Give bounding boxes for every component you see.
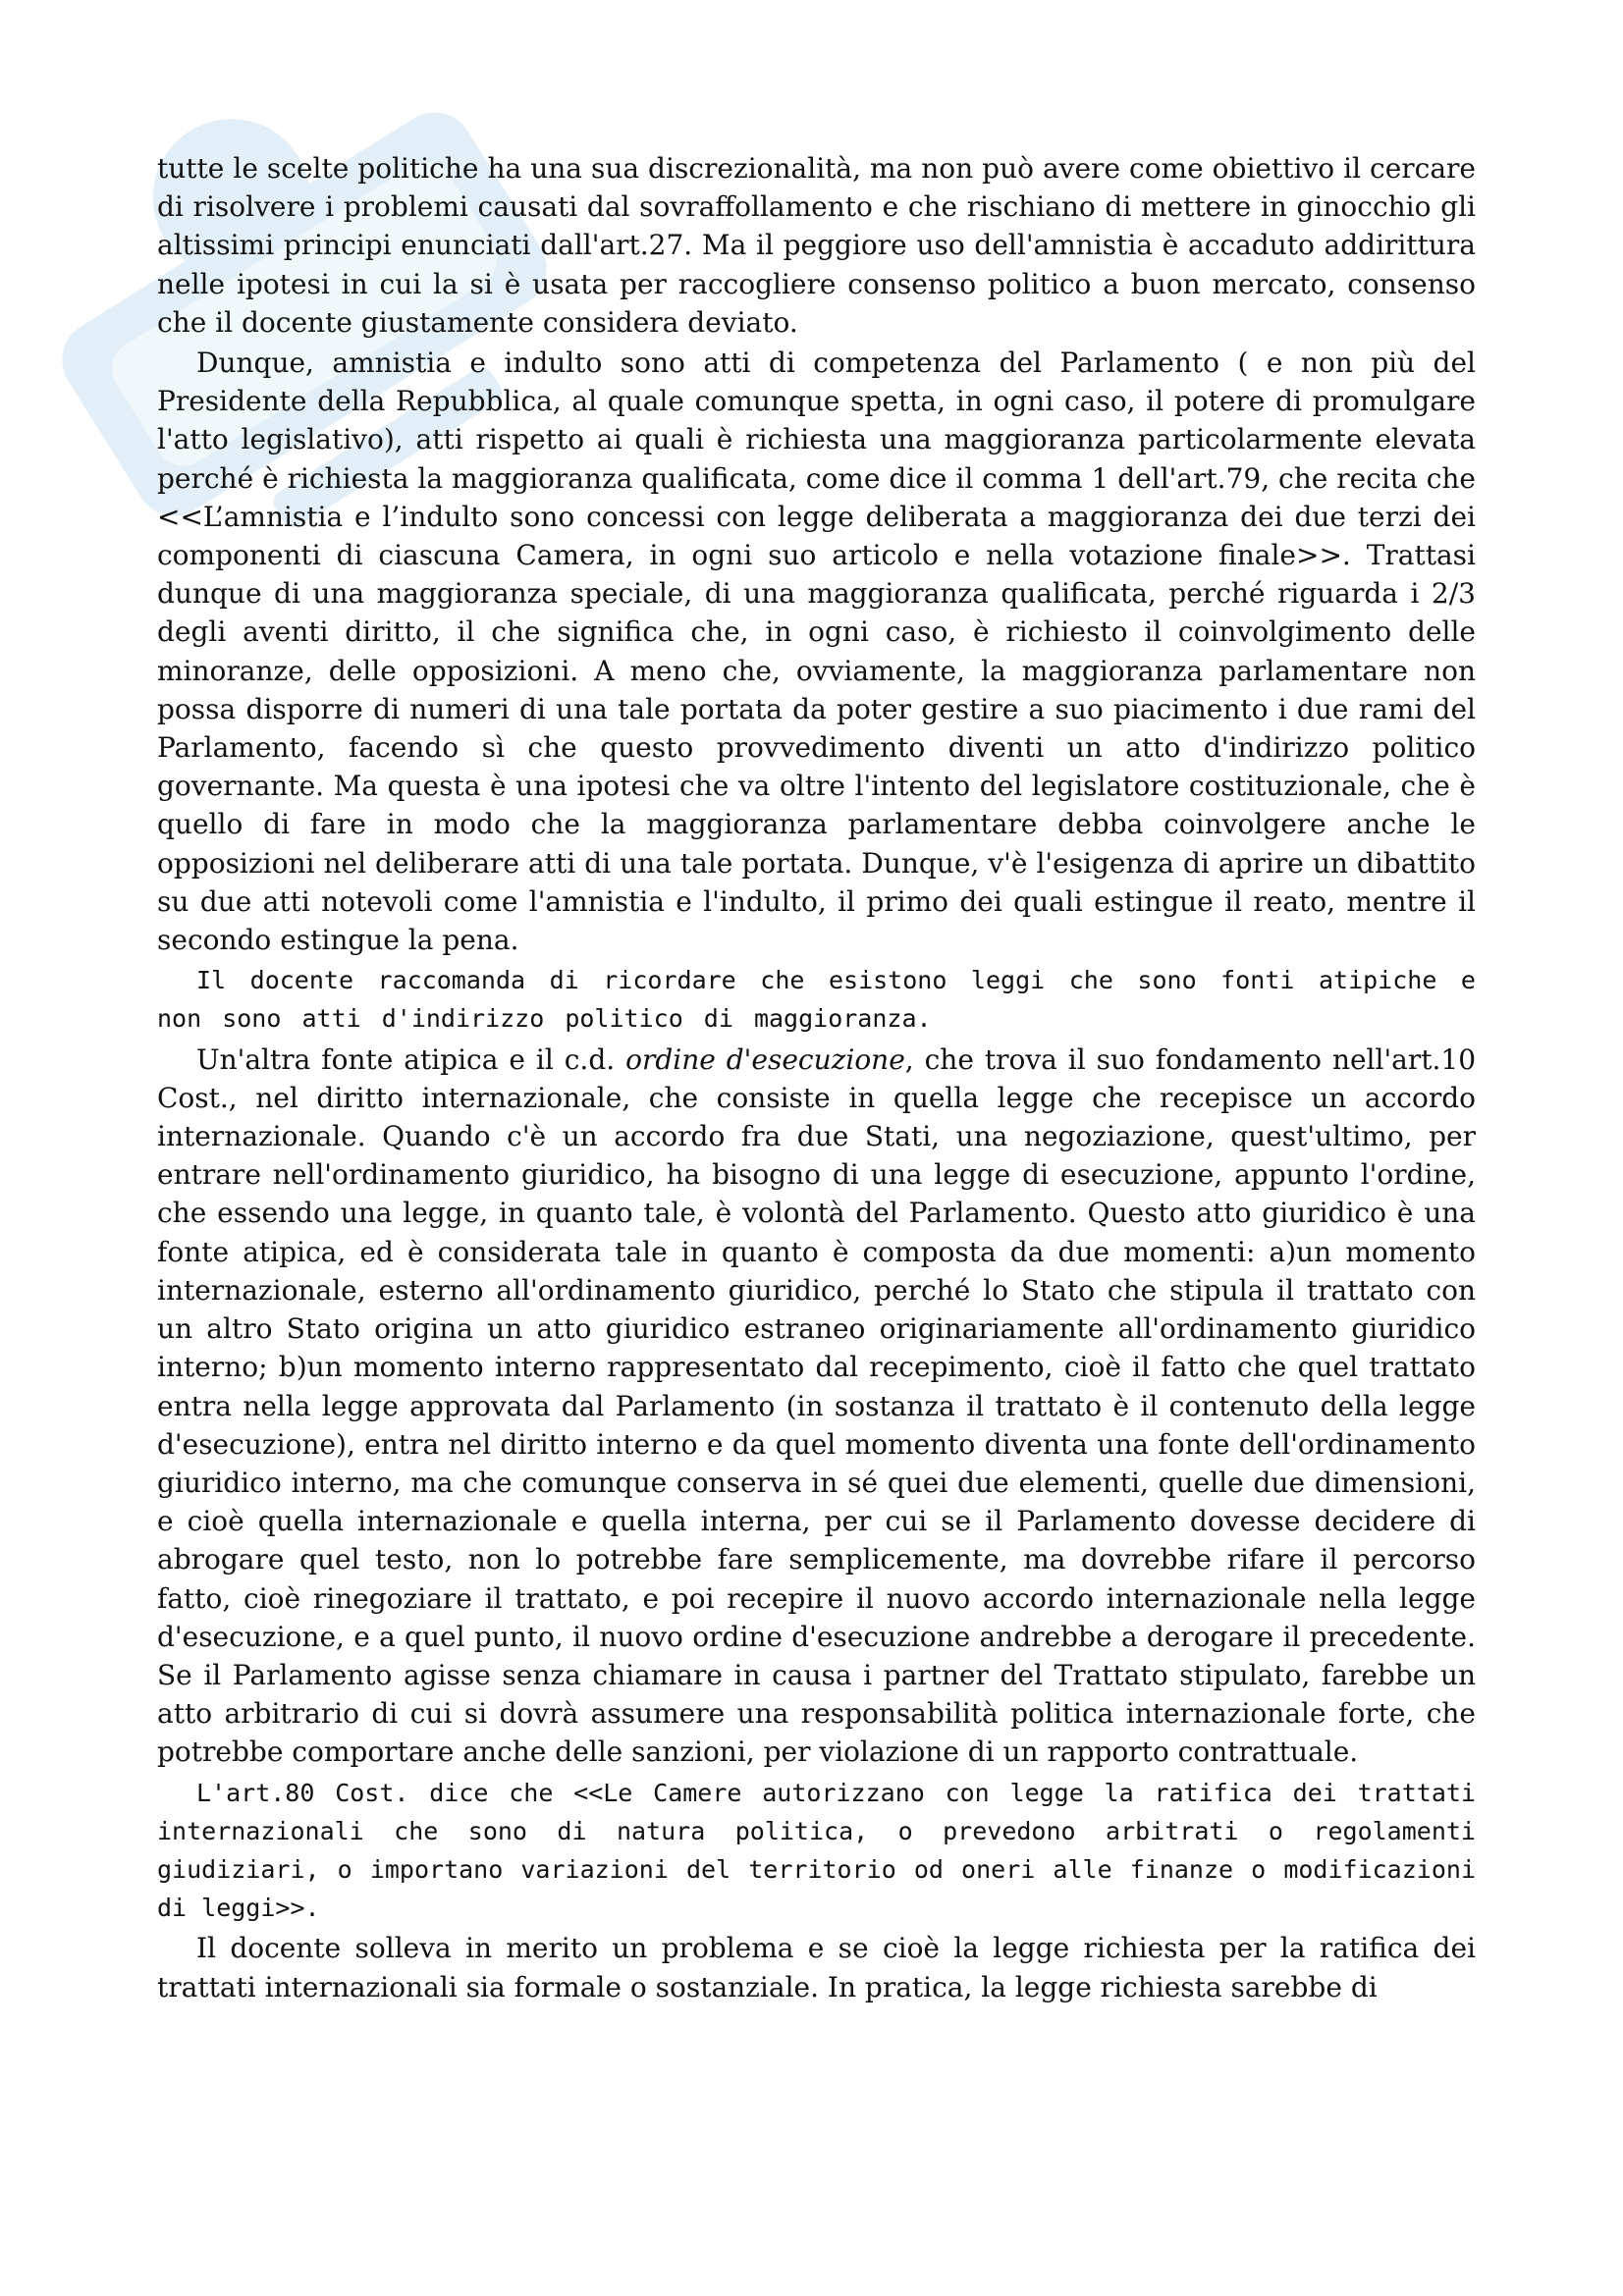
paragraph-4-text-start: Un'altra fonte atipica e il c.d. — [196, 1042, 626, 1076]
paragraph-4-text-end: , che trova il suo fondamento nell'art.10 Cost., nel diritto internazionale, che consiste in quella legge che recepisce un accordo internazionale. Quando c'è un accordo fra due Stati, una negoziazione, quest'ultimo, per entrare nell'ordinamento giuridico, ha bisogno di una legge di esecuzione, appunto l'ordine, che essendo una legge, in quanto tale, è volontà del Parlamento. Questo atto giuridico è una fonte atipica, ed è considerata tale in quanto è composta da due momenti: a)un momento internazionale, esterno all'ordinamento giuridico, perché lo Stato che stipula il trattato con un altro Stato origina un atto giuridico estraneo originariamente all'ordinamento giuridico interno; b)un momento interno rappresentato dal recepimento, cioè il fatto che quel trattato entra nella legge approvata dal Parlamento (in sostanza il trattato è il contenuto della legge d'esecuzione), entra nel diritto interno e da quel momento diventa una fonte dell'ordinamento giuridico interno, ma che comunque conserva in sé quei due elementi, quelle due dimensioni, e cioè quella internazionale e quella interna, per cui se il Parlamento dovesse decidere di abrogare quel testo, non lo potrebbe fare semplicemente, ma dovrebbe rifare il percorso fatto, cioè rinegoziare il trattato, e poi recepire il nuovo accordo internazionale nella legge d'esecuzione, e a quel punto, il nuovo ordine d'esecuzione andrebbe a derogare il precedente. Se il Parlamento agisse senza chiamare in causa i partner del Trattato stipulato, farebbe un atto arbitrario di cui si dovrà assumere una responsabilità politica internazionale forte, che potrebbe comportare anche delle sanzioni, per violazione di un rapporto contrattuale. — [157, 1042, 1477, 1769]
paragraph-2: Dunque, amnistia e indulto sono atti di competenza del Parlamento ( e non più del Presidente della Repubblica, al quale comunque spetta, in ogni caso, il potere di promulgare l'atto legislativo), atti rispetto ai quali è richiesta una maggioranza particolarmente elevata perché è richiesta la maggioranza qualificata, come dice il comma 1 dell'art.79, che recita che <<L’amnistia e l’indulto sono concessi con legge deliberata a maggioranza dei due terzi dei componenti di ciascuna Camera, in ogni suo articolo e nella votazione finale>>. Trattasi dunque di una maggioranza speciale, di una maggioranza qualificata, perché riguarda i 2/3 degli aventi diritto, il che significa che, in ogni caso, è richiesto il coinvolgimento delle minoranze, delle opposizioni. A meno che, ovviamente, la maggioranza parlamentare non possa disporre di numeri di una tale portata da poter gestire a suo piacimento i due rami del Parlamento, facendo sì che questo provvedimento diventi un atto d'indirizzo politico governante. Ma questa è una ipotesi che va oltre l'intento del legislatore costituzionale, che è quello di fare in modo che la maggioranza parlamentare debba coinvolgere anche le opposizioni nel deliberare atti di una tale portata. Dunque, v'è l'esigenza di aprire un dibattito su due atti notevoli come l'amnistia e l'indulto, il primo dei quali estingue il reato, mentre il secondo estingue la pena. — [157, 347, 1476, 957]
paragraph-4 — [157, 1041, 1476, 1772]
paragraph-3: Il docente raccomanda di ricordare che esistono leggi che sono fonti atipiche e non sono atti d'indirizzo politico di maggioranza. — [157, 966, 1476, 1034]
document-body — [157, 149, 1476, 2008]
paragraph-6: Il docente solleva in merito un problema e se cioè la legge richiesta per la ratifica dei trattati internazionali sia formale o sostanziale. In pratica, la legge richiesta sarebbe di — [157, 1932, 1476, 2003]
paragraph-5: L'art.80 Cost. dice che <<Le Camere autorizzano con legge la ratifica dei trattati internazionali che sono di natura politica, o prevedono arbitrati o regolamenti giudiziari, o importano variazioni del territorio od oneri alle finanze o modificazioni di leggi>>. — [157, 1778, 1476, 1923]
paragraph-1: tutte le scelte politiche ha una sua discrezionalità, ma non può avere come obiettivo il cercare di risolvere i problemi causati dal sovraffollamento e che rischiano di mettere in ginocchio gli altissimi principi enunciati dall'art.27. Ma il peggiore uso dell'amnistia è accaduto addirittura nelle ipotesi in cui la si è usata per raccogliere consenso politico a buon mercato, consenso che il docente giustamente considera deviato. — [157, 152, 1476, 339]
paragraph-4-emphasis: ordine d'esecuzione — [625, 1042, 905, 1076]
